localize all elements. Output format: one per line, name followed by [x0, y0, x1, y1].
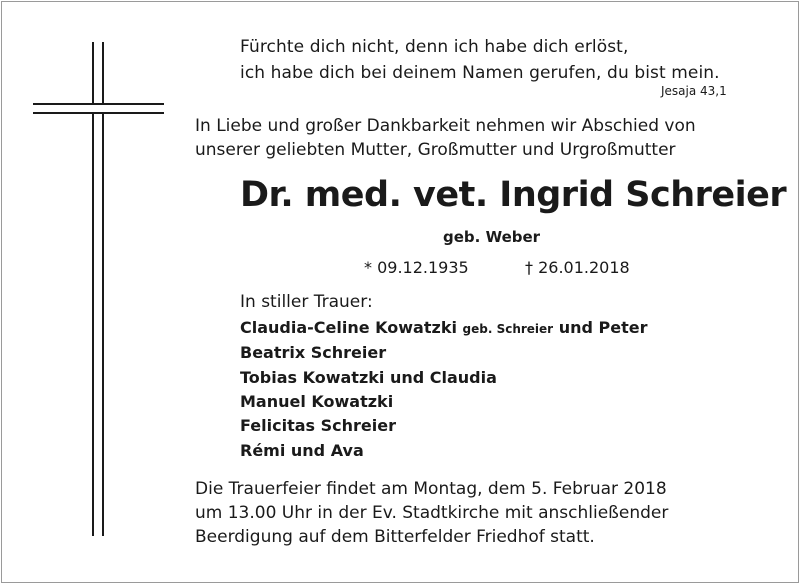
mourner-line: Rémi und Ava [240, 441, 364, 460]
intro-line-1: In Liebe und großer Dankbarkeit nehmen wir Abschied von [195, 116, 696, 136]
funeral-line-2: um 13.00 Uhr in der Ev. Stadtkirche mit anschließender [195, 503, 669, 523]
intro-line-2: unserer geliebten Mutter, Großmutter und Urgroßmutter [195, 140, 676, 160]
mourner-line: Beatrix Schreier [240, 343, 387, 362]
mourner-birth-name-note: geb. Schreier [462, 322, 554, 336]
deceased-name: Dr. med. vet. Ingrid Schreier [240, 175, 787, 215]
mourner-line [240, 318, 647, 337]
death-date: † 26.01.2018 [525, 258, 630, 277]
mourner-line: Manuel Kowatzki [240, 392, 394, 411]
mourners-intro: In stiller Trauer: [240, 292, 373, 312]
birth-date: * 09.12.1935 [364, 258, 469, 277]
deceased-birth-name: geb. Weber [443, 228, 541, 246]
verse-reference: Jesaja 43,1 [661, 84, 727, 98]
cross-vertical-bar [92, 42, 104, 536]
mourner-line: Felicitas Schreier [240, 416, 396, 435]
verse-line-1: Fürchte dich nicht, denn ich habe dich erlöst, [240, 37, 629, 57]
mourner-line: Tobias Kowatzki und Claudia [240, 368, 497, 387]
verse-line-2: ich habe dich bei deinem Namen gerufen, du bist mein. [240, 63, 720, 83]
cross-intersection [95, 103, 102, 114]
mourner-name: Claudia-Celine Kowatzki [240, 318, 457, 337]
funeral-line-1: Die Trauerfeier findet am Montag, dem 5. Februar 2018 [195, 479, 667, 499]
funeral-line-3: Beerdigung auf dem Bitterfelder Friedhof statt. [195, 527, 595, 547]
mourner-partner: und Peter [558, 318, 648, 337]
